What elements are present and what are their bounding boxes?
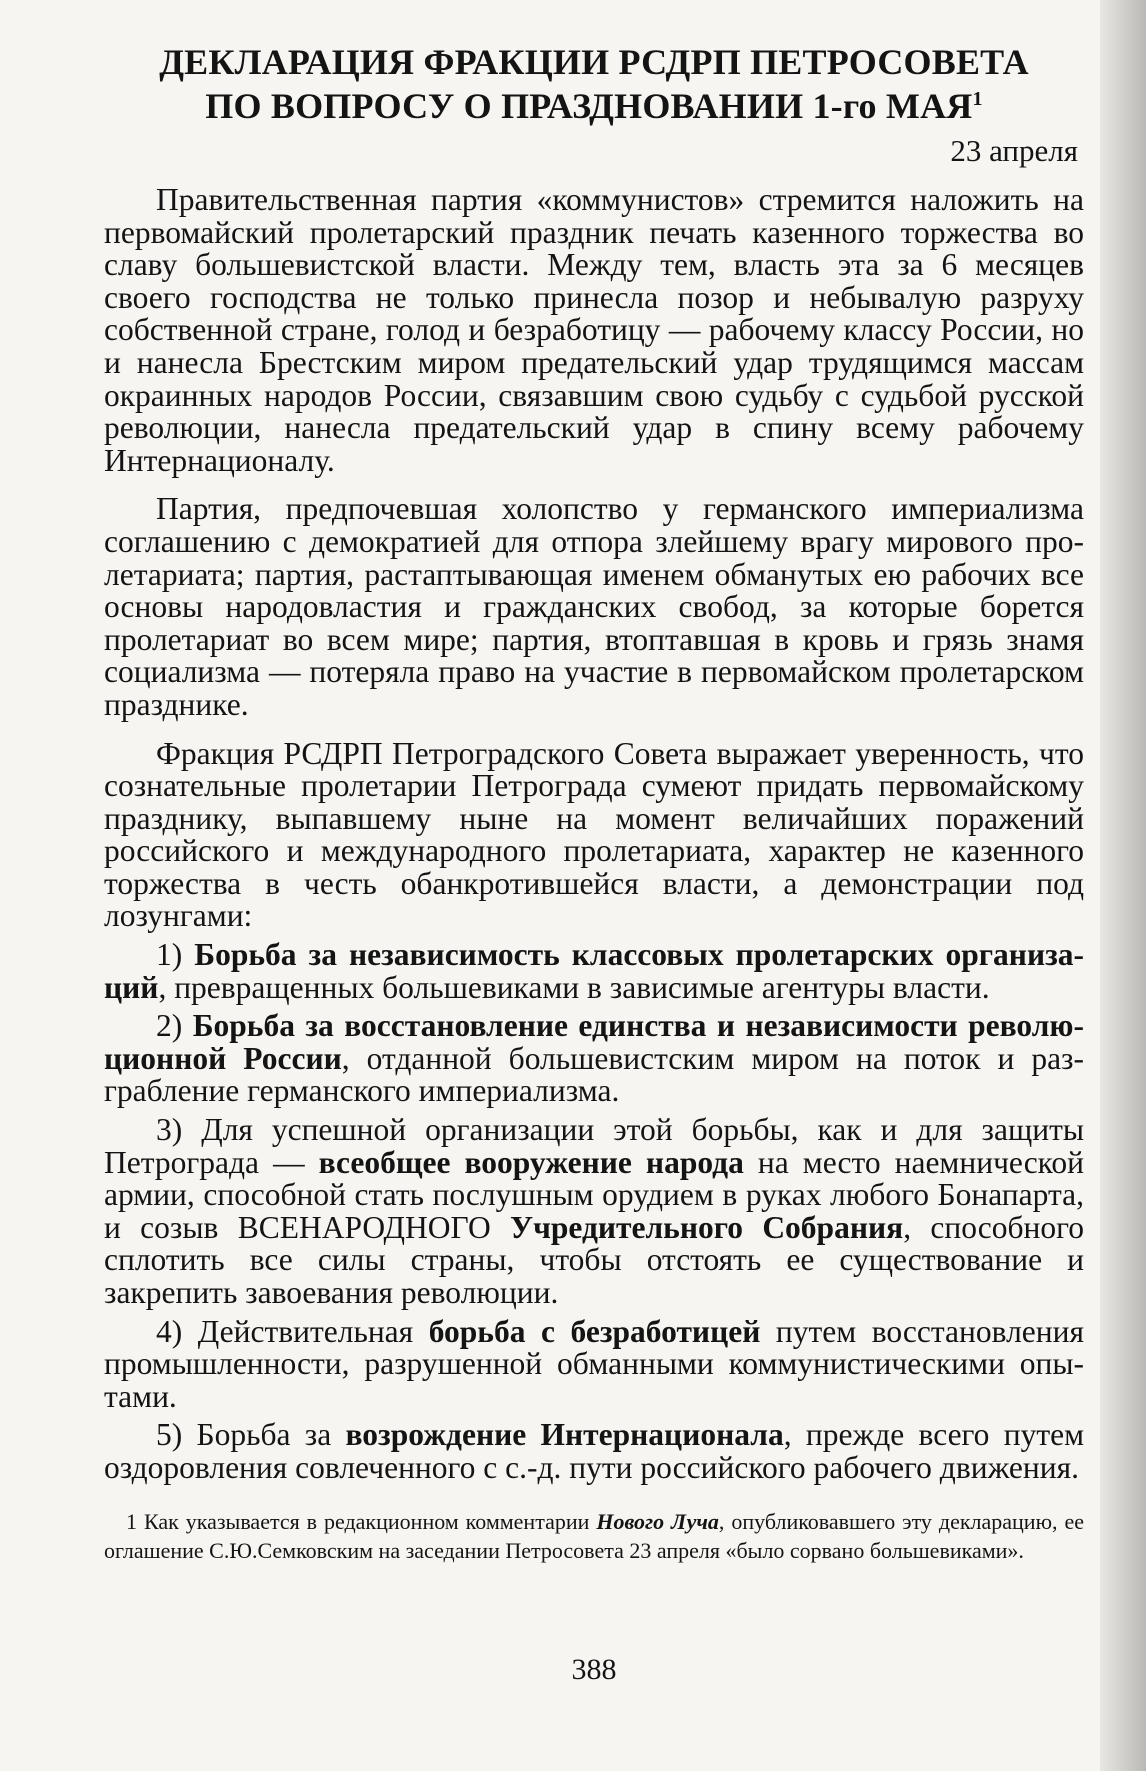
title-line-2: ПО ВОПРОСУ О ПРАЗДНОВАНИИ 1-го МАЯ <box>205 86 973 126</box>
list-item-5 <box>104 1419 1084 1484</box>
list-item-1-number: 1) <box>156 937 183 973</box>
page-number: 388 <box>571 1653 617 1686</box>
page-title <box>104 40 1084 128</box>
list-item-3-text-mid: на место наемнической армии, способной стать послушным орудием в руках любого Бонапарта, и созыв ВСЕНАРОДНОГО <box>104 1144 1084 1245</box>
list-item-4 <box>104 1313 1084 1414</box>
title-footnote-ref[interactable]: 1 <box>972 88 983 110</box>
list-item-4-text-end: путем восстановления промышленности, разрушенной обманными коммунистическими опытами. <box>104 1313 1084 1414</box>
footnote-newspaper-name: Нового Луча <box>596 1508 719 1534</box>
footnote-text-end: , опубликовавшего эту декларацию, ее оглашение С.Ю.Семковским на заседании Петросовета 23 апреля «было сорвано большевиками». <box>104 1508 1084 1563</box>
document-page <box>104 40 1084 1750</box>
document-date: 23 апреля <box>950 133 1078 168</box>
list-item-5-text-end: , прежде всего путем оздоровления совлеченного с с.-д. пути российского рабочего движения. <box>104 1417 1085 1485</box>
list-item-4-number: 4) <box>156 1313 183 1349</box>
list-item-2-number: 2) <box>156 1008 183 1044</box>
list-item-5-text-start: Борьба за <box>196 1417 346 1453</box>
list-item-1 <box>104 939 1084 1004</box>
list-item-2-bold: Борьба за восстановление единства и независимости революционной России <box>104 1008 1084 1076</box>
list-item-1-bold: Борьба за независимость классовых пролетарских организаций <box>104 937 1085 1005</box>
paragraph-1: Правительственная партия «коммунистов» стремится наложить на первомайский пролетарский праздник печать казенного торжества во славу большевистской власти. Между тем, власть эта за 6 месяцев своего господства не только принесла позор и небывалую разруху собственной стране, голод и безработицу — рабочему классу России, но и нанесла Брестским миром предательский удар трудящимся массам окраинных народов России, связавшим свою судьбу с судьбой русской революции, нанесла предательский удар в спину всему рабочему Интернационалу. <box>104 182 1084 478</box>
footnote <box>104 1507 1084 1565</box>
paragraph-2: Партия, предпочевшая холопство у германского империализма соглашению с демократией для отпора злейшему врагу мирового пролетариата; партия, растаптывающая именем обманутых ею рабочих все основы народовластия и гражданских свобод, за которые борется пролетариат во всем мире; партия, втоптавшая в кровь и грязь знамя социализма — потеряла право на участие в первомайском пролетарском празднике. <box>104 491 1084 722</box>
list-item-3-number: 3) <box>156 1112 183 1148</box>
list-item-4-bold: борьба с безработицей <box>428 1313 761 1349</box>
list-item-4-text-start: Действительная <box>197 1313 429 1349</box>
list-item-3-bold-2: Учредительного Собрания <box>510 1209 904 1245</box>
list-item-5-number: 5) <box>156 1417 183 1453</box>
list-item-2-text: , отданной большевистским миром на поток и разграбление германского империализма. <box>104 1040 1085 1109</box>
footnote-text-start: Как указывается в редакционном комментарии <box>143 1508 597 1534</box>
list-item-1-text: , превращенных большевиками в зависимые агентуры власти. <box>158 969 990 1005</box>
list-item-3 <box>104 1114 1084 1310</box>
list-item-3-text-end: , способного сплотить все силы страны, чтобы отстоять ее существование и закрепить завоевания революции. <box>104 1209 1084 1310</box>
list-item-3-text-start: Для успешной организации этой борьбы, как и для защиты Петрограда — <box>104 1112 1084 1180</box>
paragraph-3: Фракция РСДРП Петроградского Совета выражает уверенность, что сознательные пролетарии Петрограда сумеют придать первомайскому празднику, выпавшему ныне на момент величайших поражений российского и международного пролетариата, характер не казенного торжества в честь обанкротившейся власти, а демонстрации под лозунгами: <box>104 735 1084 934</box>
declaration-body <box>104 184 1084 1485</box>
list-item-2 <box>104 1010 1084 1108</box>
book-edge-shadow <box>1100 0 1146 1771</box>
title-line-1: ДЕКЛАРАЦИЯ ФРАКЦИИ РСДРП ПЕТРОСОВЕТА <box>159 42 1029 82</box>
footnote-number: 1 <box>126 1508 137 1534</box>
list-item-3-bold-1: всеобщее вооружение народа <box>318 1144 744 1180</box>
list-item-5-bold: возрождение Интернационала <box>345 1417 784 1453</box>
